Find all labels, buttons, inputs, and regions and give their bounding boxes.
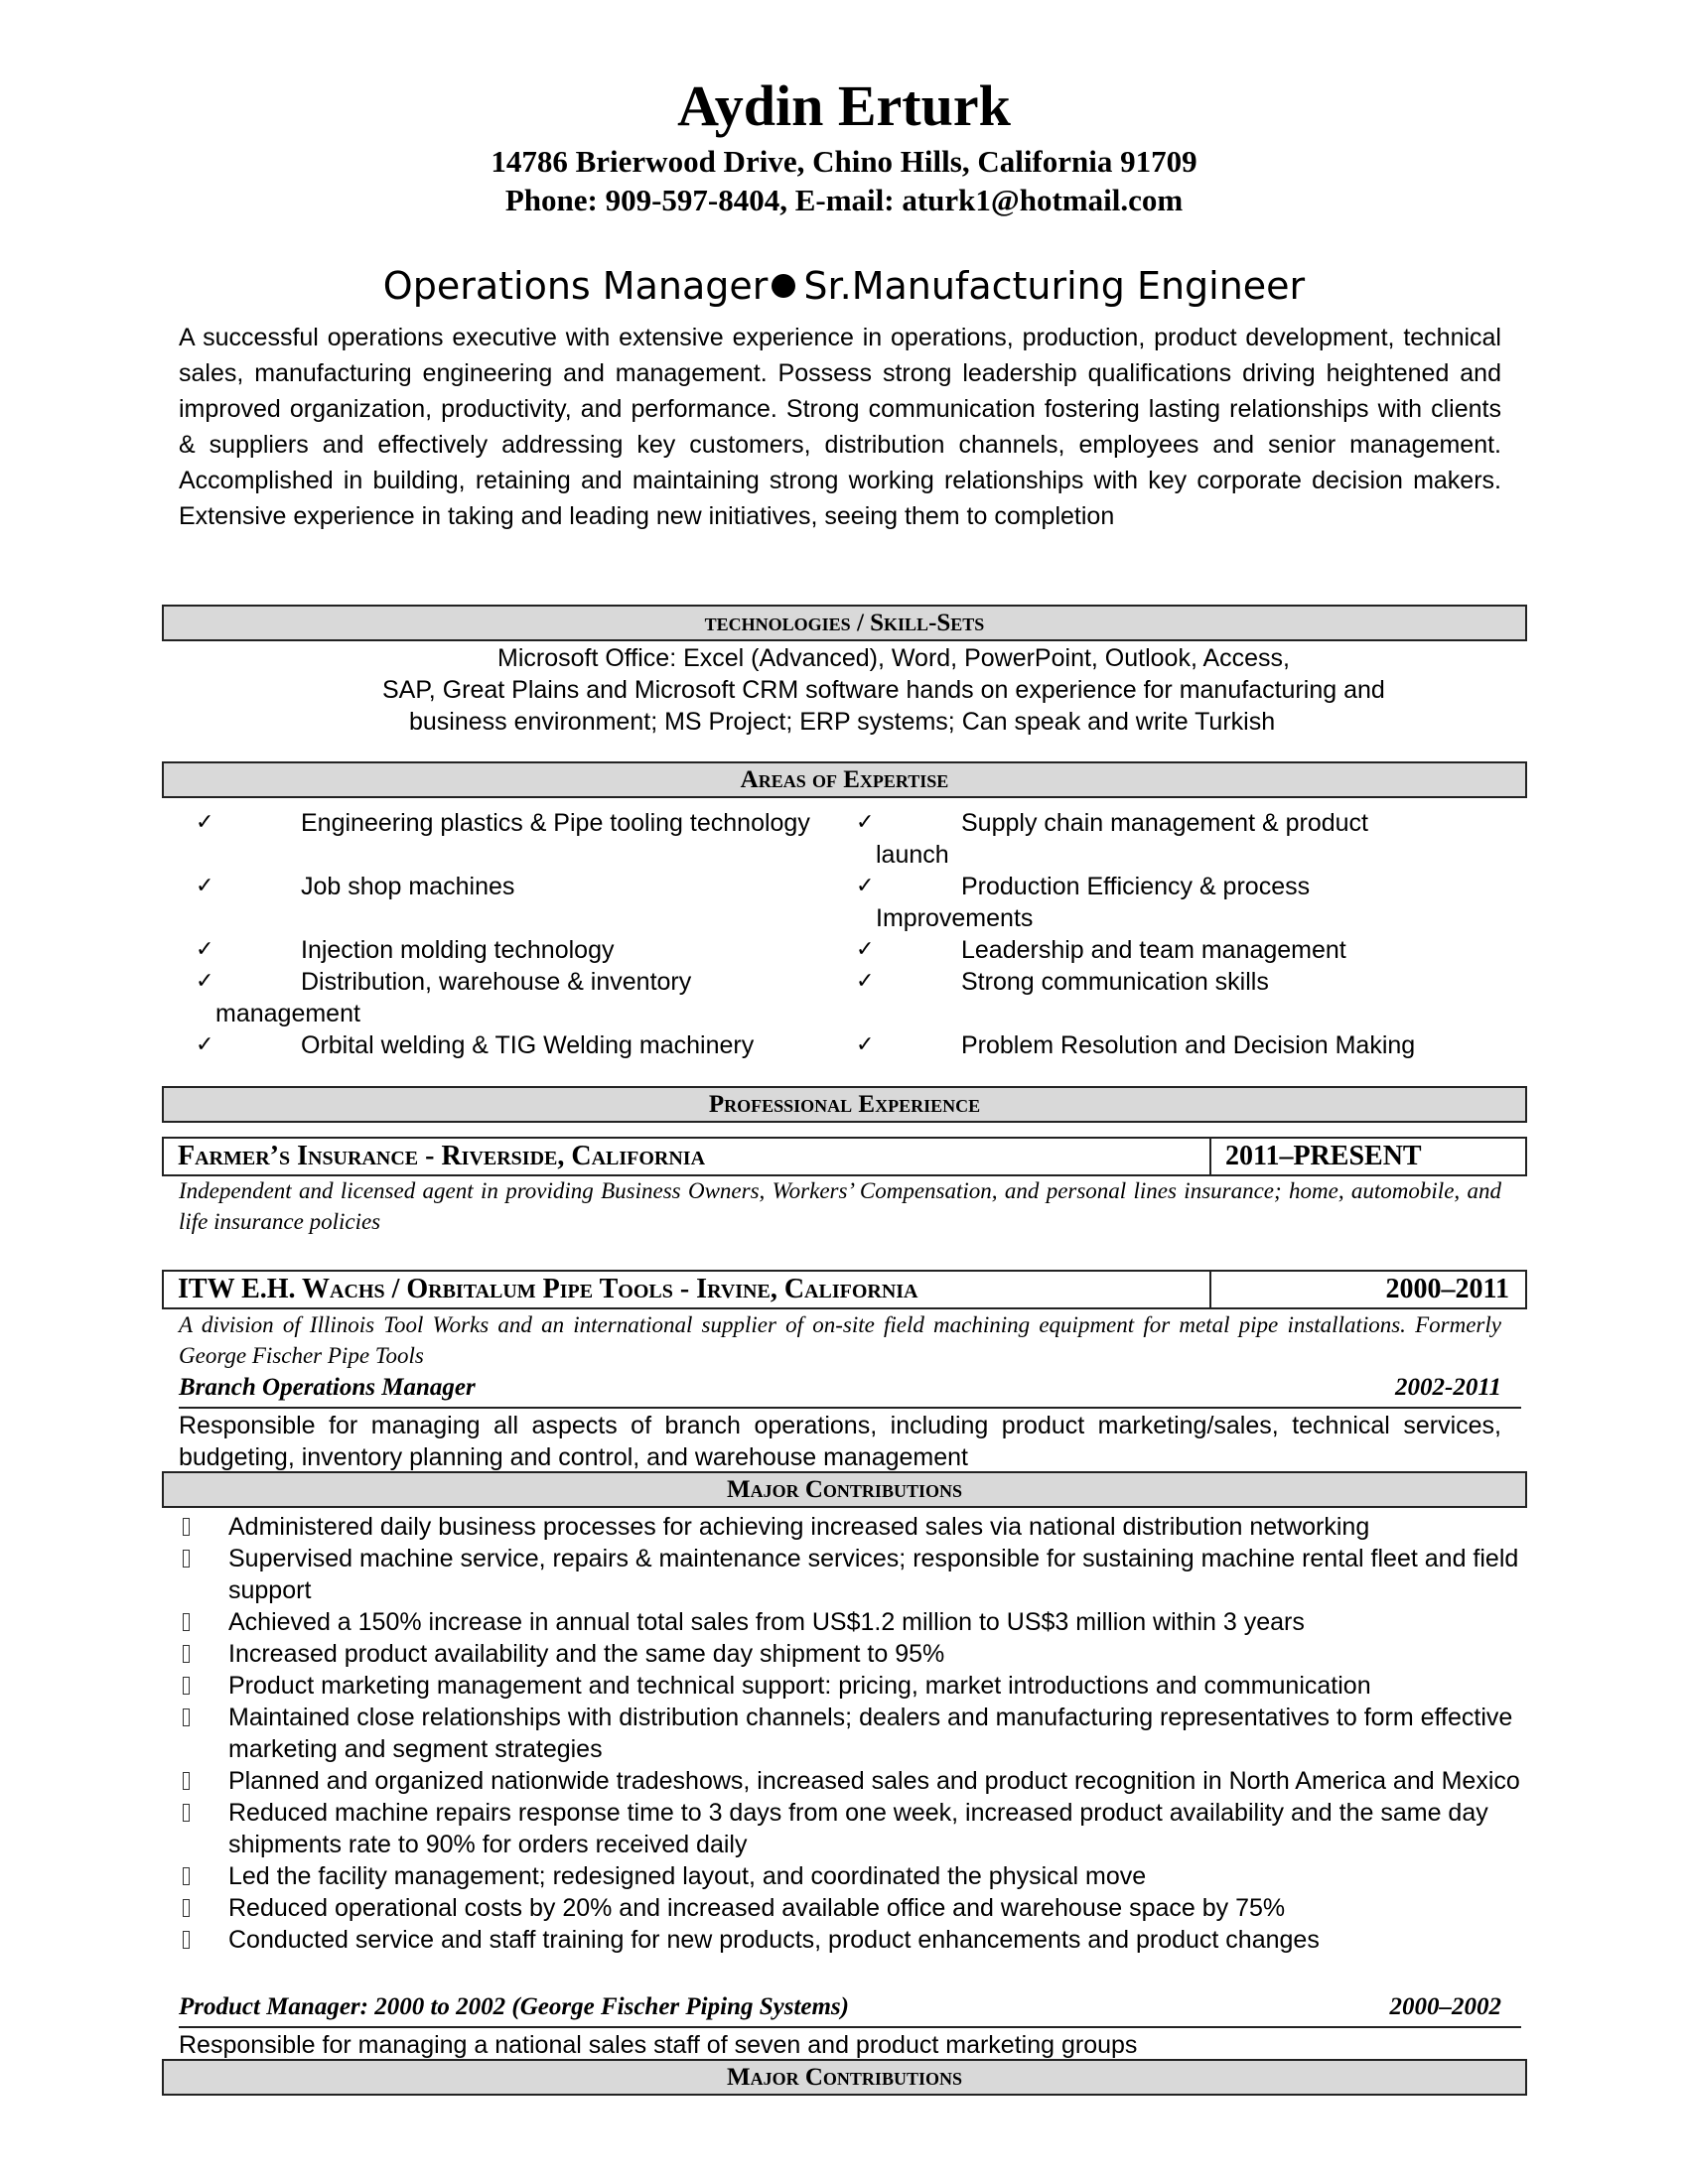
section-header-technologies: technologies / Skill-Sets	[162, 605, 1527, 641]
section-header-contributions: Major Contributions	[162, 2059, 1527, 2096]
contribution-item: Maintained close relationships with distribution channels; dealers and manufacturing representatives to form effective marketing and segment strategies	[162, 1702, 1523, 1765]
role-divider	[179, 1407, 1521, 1409]
contribution-item: Reduced operational costs by 20% and increased available office and warehouse space by 75%	[162, 1892, 1523, 1924]
expertise-item: ✓ Distribution, warehouse & inventory management	[196, 968, 692, 1027]
summary-paragraph: A successful operations executive with extensive experience in operations, production, product development, technical sales, manufacturing engineering and management. Possess strong leadership qualifications driving heightened and improved organization, productivity, and performance. Strong communication fostering lasting relationships with clients & suppliers and effectively addressing key customers, distribution channels, employees and senior management. Accomplished in building, retaining and maintaining strong working relationships with key corporate decision makers. Extensive experience in taking and leading new initiatives, seeing them to completion	[179, 324, 1501, 530]
tagline-right: Sr.Manufacturing Engineer	[803, 264, 1306, 308]
section-header-expertise: Areas of Expertise	[162, 761, 1527, 798]
bullet-icon	[183, 1677, 190, 1695]
bullet-icon	[183, 1899, 190, 1917]
expertise-left-column	[196, 807, 831, 1061]
role-title-row	[179, 1992, 1501, 2022]
divider	[1209, 1272, 1211, 1307]
check-mark-icon: ✓	[196, 810, 214, 835]
bullet-icon	[183, 1867, 190, 1885]
job-header-itw	[162, 1270, 1527, 1309]
expertise-item: ✓ Orbital welding & TIG Welding machinery	[196, 1031, 755, 1059]
tech-line: business environment; MS Project; ERP systems; Can speak and write Turkish	[409, 708, 1276, 736]
expertise-item: ✓ Job shop machines	[196, 873, 515, 900]
expertise-right-column	[856, 807, 1442, 1061]
company-description: Independent and licensed agent in providing Business Owners, Workers’ Compensation, and personal lines insurance; home, automobile, and life insurance policies	[179, 1178, 1501, 1234]
check-mark-icon: ✓	[196, 969, 214, 994]
job-header-farmers	[162, 1137, 1527, 1176]
section-header-contributions: Major Contributions	[162, 1471, 1527, 1508]
role-title: Branch Operations Manager	[179, 1374, 476, 1401]
bullet-circle-icon	[772, 274, 795, 298]
expertise-item: ✓ Leadership and team management	[856, 936, 1346, 964]
check-mark-icon: ✓	[196, 937, 214, 962]
expertise-item: ✓ Production Efficiency & process Improvements	[856, 873, 1311, 932]
address: 14786 Brierwood Drive, Chino Hills, California 91709	[491, 144, 1197, 179]
expertise-item: ✓ Strong communication skills	[856, 968, 1269, 996]
bullet-icon	[183, 1645, 190, 1663]
contribution-item: Conducted service and staff training for new products, product enhancements and product changes	[162, 1924, 1523, 1956]
company-name: ITW E.H. Wachs / Orbitalum Pipe Tools - Irvine, California	[178, 1274, 918, 1304]
check-mark-icon: ✓	[856, 810, 875, 835]
contribution-item: Administered daily business processes for achieving increased sales via national distribution networking	[162, 1511, 1523, 1543]
contributions-list	[162, 1511, 1523, 1956]
expertise-item: ✓ Engineering plastics & Pipe tooling technology	[196, 809, 810, 837]
check-mark-icon: ✓	[856, 874, 875, 898]
role-responsibility: Responsible for managing a national sales staff of seven and product marketing groups	[179, 2031, 1138, 2059]
check-mark-icon: ✓	[856, 969, 875, 994]
check-mark-icon: ✓	[196, 1032, 214, 1057]
section-header-experience: Professional Experience	[162, 1086, 1527, 1123]
company-name: Farmer’s Insurance - Riverside, California	[178, 1141, 706, 1171]
contribution-item: Achieved a 150% increase in annual total sales from US$1.2 million to US$3 million within 3 years	[162, 1606, 1523, 1638]
expertise-item: ✓ Injection molding technology	[196, 936, 615, 964]
contribution-item: Reduced machine repairs response time to 3 days from one week, increased product availability and the same day shipments rate to 90% for orders received daily	[162, 1797, 1523, 1860]
bullet-icon	[183, 1931, 190, 1949]
tech-line: SAP, Great Plains and Microsoft CRM software hands on experience for manufacturing and	[382, 676, 1385, 704]
bullet-icon	[183, 1518, 190, 1536]
expertise-item: ✓ Supply chain management & product launch	[856, 809, 1368, 869]
role-title-row	[179, 1373, 1501, 1403]
role-title: Product Manager: 2000 to 2002 (George Fischer Piping Systems)	[179, 1993, 849, 2020]
contribution-item: Supervised machine service, repairs & maintenance services; responsible for sustaining machine rental fleet and field support	[162, 1543, 1523, 1606]
expertise-item: ✓ Problem Resolution and Decision Making	[856, 1031, 1416, 1059]
candidate-name: Aydin Erturk	[677, 73, 1011, 138]
contribution-item: Increased product availability and the same day shipment to 95%	[162, 1638, 1523, 1670]
tagline	[0, 262, 1688, 310]
check-mark-icon: ✓	[856, 937, 875, 962]
company-description: A division of Illinois Tool Works and an international supplier of on-site field machining equipment for metal pipe installations. Formerly George Fischer Pipe Tools	[179, 1312, 1501, 1368]
contribution-item: Product marketing management and technical support: pricing, market introductions and communication	[162, 1670, 1523, 1702]
tech-line: Microsoft Office: Excel (Advanced), Word, PowerPoint, Outlook, Access,	[497, 644, 1290, 672]
bullet-icon	[183, 1550, 190, 1568]
role-years: 2002-2011	[1395, 1374, 1501, 1401]
contribution-item: Led the facility management; redesigned layout, and coordinated the physical move	[162, 1860, 1523, 1892]
role-responsibility: Responsible for managing all aspects of branch operations, including product marketing/sales, technical services, budgeting, inventory planning and control, and warehouse management	[179, 1412, 1501, 1471]
bullet-icon	[183, 1772, 190, 1790]
role-years: 2000–2002	[1389, 1993, 1501, 2020]
bullet-icon	[183, 1804, 190, 1822]
check-mark-icon: ✓	[856, 1032, 875, 1057]
job-years: 2011–PRESENT	[1225, 1141, 1422, 1171]
role-divider	[179, 2026, 1521, 2028]
bullet-icon	[183, 1708, 190, 1726]
tagline-left: Operations Manager	[382, 264, 769, 308]
divider	[1209, 1139, 1211, 1174]
job-years: 2000–2011	[1385, 1274, 1509, 1304]
check-mark-icon: ✓	[196, 874, 214, 898]
bullet-icon	[183, 1613, 190, 1631]
contribution-item: Planned and organized nationwide tradeshows, increased sales and product recognition in North America and Mexico	[162, 1765, 1523, 1797]
contact-info: Phone: 909-597-8404, E-mail: aturk1@hotmail.com	[504, 183, 1184, 217]
